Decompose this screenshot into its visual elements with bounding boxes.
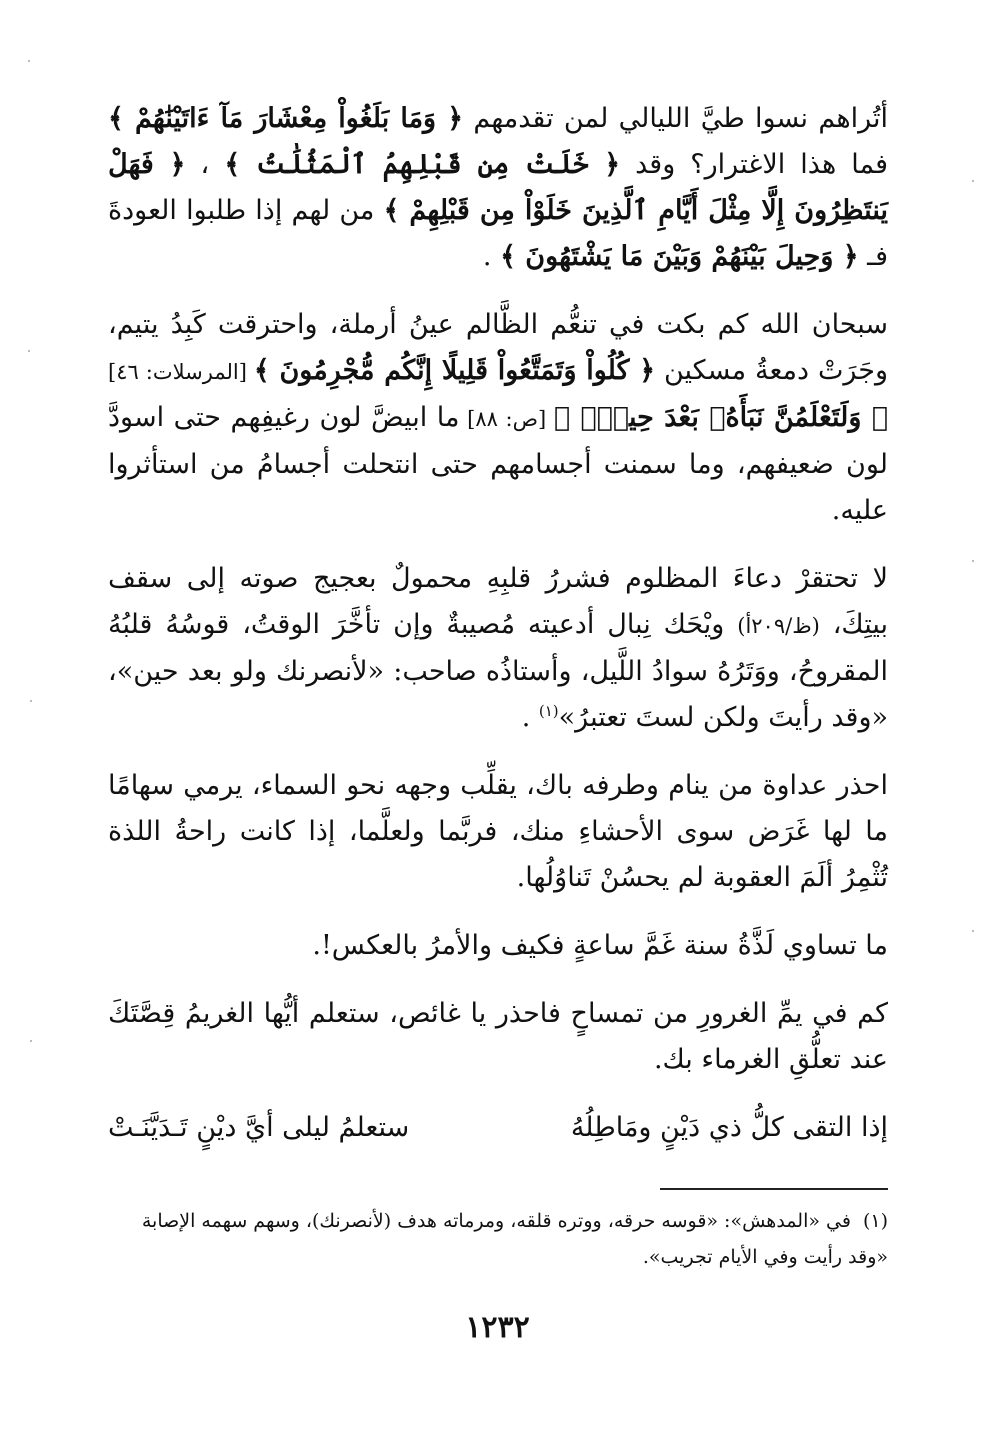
paragraph-text: لا تحتقرْ دعاءَ المظلوم فشررُ قلبِهِ محمولٌ بعجيج صوته إلى سقف بيتِكَ،: [108, 563, 888, 640]
paragraph-text: أتُراهم نسوا طيَّ الليالي لمن تقدمهم: [463, 103, 888, 134]
paragraph-text: ،: [185, 149, 225, 180]
citation-ref: [ص: ٨٨]: [459, 407, 554, 431]
citation-ref: (ظ/٢٠٩أ): [737, 614, 820, 638]
paragraph-text: سبحان الله كم بكت في تنعُّم الظَّالم عينُ أرملة، واحترقت كَبِدُ يتيم، وجَرَتْ دمعةُ مسكين: [108, 309, 889, 386]
footnote-text: في «المدهش»: «قوسه حرقه، ووتره قلقه، ومرماته هدف (لأنصرنك)، وسهم سهمه الإصابة «وقد رأيت وفي الأيام تجريب».: [141, 1210, 888, 1268]
verse-hemistich-left: ستعلمُ ليلى أيَّ ديْنٍ تَـدَيَّنَـتْ: [108, 1112, 410, 1143]
paragraph: [108, 763, 888, 901]
paragraph-text: ما تساوي لَذَّةُ سنة غَمَّ ساعةٍ فكيف والأمرُ بالعكس!.: [312, 930, 888, 961]
quran-verse: ﴿ خَلَتْ مِن قَبْلِهِمُ ٱلْمَثُلَٰتُ ﴾: [224, 149, 621, 180]
quran-verse: ﴿ وَلَتَعْلَمُنَّ نَبَأَهُۥ بَعْدَ حِينِۭ ﴾: [553, 402, 888, 433]
citation-ref: [المرسلات: ٤٦]: [108, 360, 254, 384]
verse-hemistich-right: إذا التقى كلُّ ذي دَيْنٍ ومَاطِلُهُ: [570, 1112, 888, 1143]
paragraph-list: [108, 96, 888, 1083]
quran-verse: ﴿ كُلُواْ وَتَمَتَّعُواْ قَلِيلًا إِنَّكُم مُّجْرِمُونَ ﴾: [253, 355, 656, 386]
poetry-verse: [108, 1105, 888, 1151]
paragraph-text: من لهم إذا طلبوا العودةَ فـ: [108, 195, 888, 272]
paragraph: [108, 556, 888, 741]
scan-speck: [30, 1040, 32, 1042]
footnote: [108, 1203, 888, 1275]
paragraph: [108, 923, 888, 969]
page-number: ١٢٣٢: [465, 1310, 530, 1345]
scan-speck: [972, 180, 974, 182]
paragraph-text: ما ابيضَّ لون رغيفِهم حتى اسودَّ لون ضعيفهم، وما سمنت أجسامهم حتى انتحلت أجسامُ من استأثروا عليه.: [108, 402, 888, 526]
paragraph: [108, 96, 888, 280]
scan-speck: [972, 930, 974, 932]
quran-verse: ﴿ فَهَلْ يَنتَظِرُونَ إِلَّا مِثْلَ أَيَّامِ ٱلَّذِينَ خَلَوْاْ مِن قَبْلِهِمْ ﴾: [108, 149, 888, 226]
paragraph-text: كم في يمِّ الغرورِ من تمساحٍ فاحذر يا غائص، ستعلم أيُّها الغريمُ قِصَّتَكَ عند تعلُّقِ الغرماء بك.: [108, 998, 888, 1075]
scan-speck: [30, 700, 32, 702]
scan-speck: [972, 560, 974, 562]
scan-speck: [28, 350, 30, 352]
footnote-number: (١): [862, 1210, 888, 1232]
paragraph: [108, 991, 888, 1083]
paragraph-text: فما هذا الاغترار؟ وقد: [620, 149, 888, 180]
paragraph: [108, 302, 888, 534]
main-text-body: [108, 96, 888, 1151]
footnote-marker: (١): [538, 702, 559, 720]
footnote-separator: [660, 1188, 888, 1190]
paragraph-text: ويْحَك نِبال أدعيته مُصيبةٌ وإن تأخَّرَ الوقتُ، قوسُهُ قلبُهُ المقروحُ، ووَتَرُهُ سوادُ اللَّيل، وأستاذُه صاحب: «لأنصرنك ولو بعد حين»، «وقد رأيتَ ولكن لستَ تعتبرُ»: [108, 609, 888, 733]
scan-speck: [28, 60, 30, 62]
quran-verse: ﴿ وَمَا بَلَغُواْ مِعْشَارَ مَآ ءَاتَيْنَٰهُمْ ﴾: [108, 103, 464, 134]
paragraph-text: .: [521, 702, 539, 733]
paragraph-text: .: [482, 241, 501, 272]
quran-verse: ﴿ وَحِيلَ بَيْنَهُمْ وَبَيْنَ مَا يَشْتَهُونَ ﴾: [500, 241, 859, 272]
paragraph-text: احذر عداوة من ينام وطرفه باك، يقلِّب وجهه نحو السماء، يرمي سهامًا ما لها غَرَض سوى الأحشاءِ منك، فربَّما ولعلَّما، إذا كانت راحةُ اللذة تُثْمِرُ ألَمَ العقوبة لم يحسُنْ تَناوُلُها.: [108, 770, 888, 893]
